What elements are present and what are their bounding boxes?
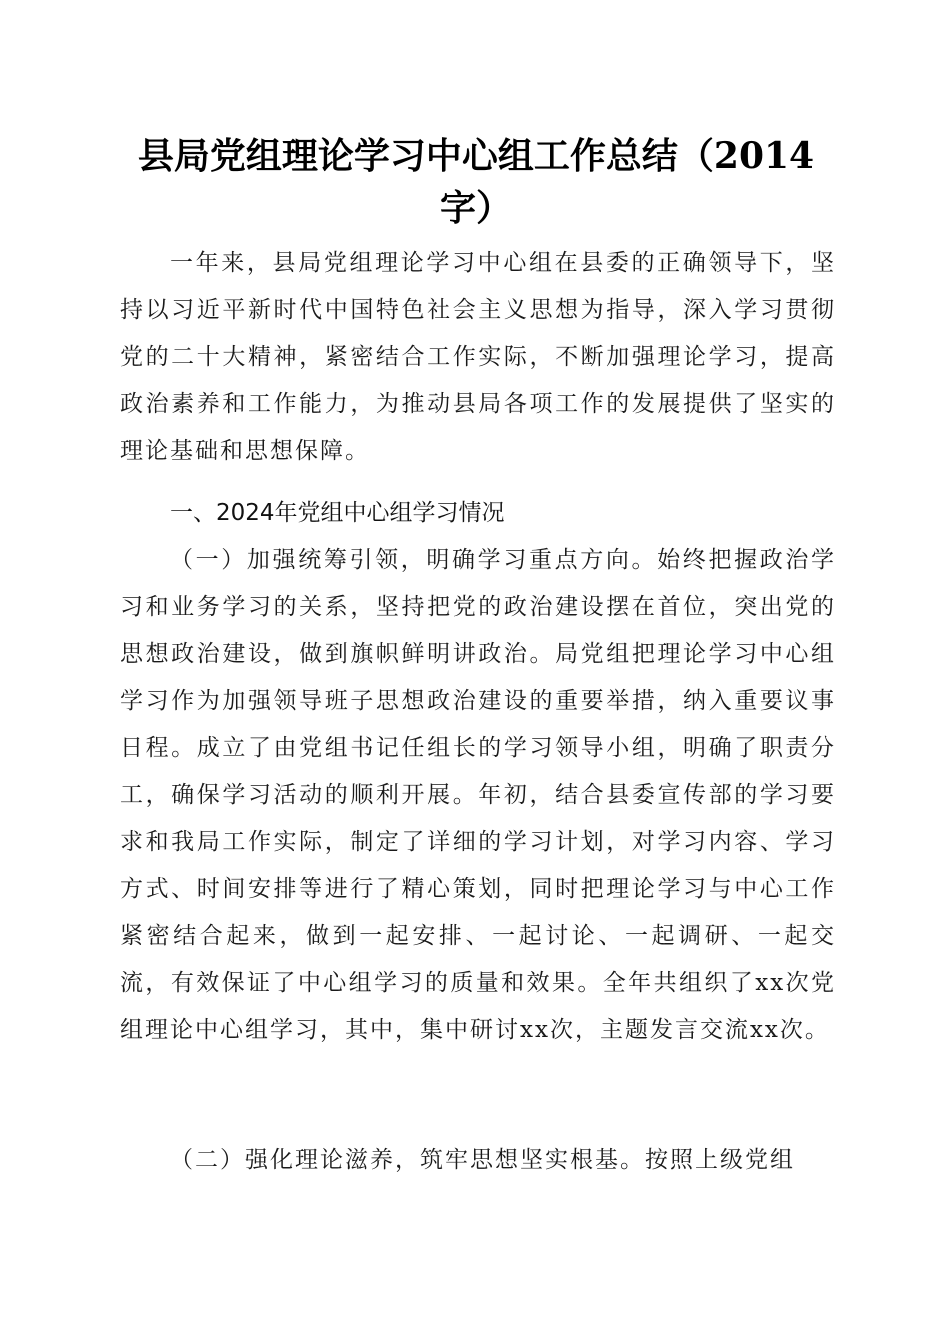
document-title: 县局党组理论学习中心组工作总结（2014字） xyxy=(137,135,815,229)
subsection-paragraph-1: （一）加强统筹引领，明确学习重点方向。始终把握政治学习和业务学习的关系，坚持把党的政治建设摆在首位，突出党的思想政治建设，做到旗帜鲜明讲政治。局党组把理论学习中心组学习作为加强领导班子思想政治建设的重要举措，纳入重要议事日程。成立了由党组书记任组长的学习领导小组，明确了职责分工，确保学习活动的顺利开展。年初，结合县委宣传部的学习要求和我局工作实际，制定了详细的学习计划，对学习内容、学习方式、时间安排等进行了精心策划，同时把理论学习与中心工作紧密结合起来，做到一起安排、一起讨论、一起调研、一起交流，有效保证了中心组学习的质量和效果。全年共组织了xx次党组理论中心组学习，其中，集中研讨xx次，主题发言交流xx次。 xyxy=(120,547,836,1043)
section-heading-1: 一、2024年党组中心组学习情况 xyxy=(170,500,505,526)
subsection-paragraph-2: （二）强化理论滋养，筑牢思想坚实根基。按照上级党组 xyxy=(170,1147,795,1173)
intro-paragraph: 一年来，县局党组理论学习中心组在县委的正确领导下，坚持以习近平新时代中国特色社会主义思想为指导，深入学习贯彻党的二十大精神，紧密结合工作实际，不断加强理论学习，提高政治素养和工作能力，为推动县局各项工作的发展提供了坚实的理论基础和思想保障。 xyxy=(120,250,836,464)
